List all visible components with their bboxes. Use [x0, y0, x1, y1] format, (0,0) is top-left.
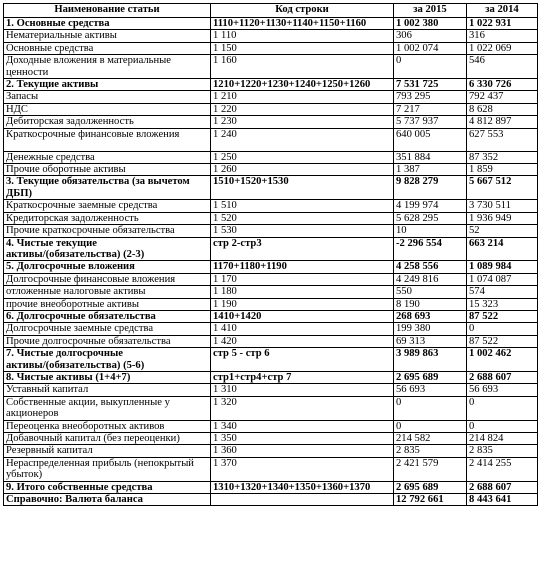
- cell-value-2015: 3 989 863: [394, 348, 467, 372]
- table-row: [4, 371, 538, 383]
- header-item-name: Наименование статьи: [4, 4, 211, 18]
- cell-value-2014: 214 824: [467, 433, 538, 445]
- cell-value-2014: 2 414 255: [467, 457, 538, 481]
- cell-item-name: Основные средства: [4, 42, 211, 54]
- cell-value-2014: 56 693: [467, 384, 538, 396]
- cell-line-code: 1410+1420: [211, 310, 394, 322]
- cell-value-2014: 1 074 087: [467, 273, 538, 285]
- cell-item-name: 8. Чистые активы (1+4+7): [4, 371, 211, 383]
- table-row: [4, 433, 538, 445]
- table-row: [4, 457, 538, 481]
- cell-item-name: 4. Чистые текущие активы/(обязательства) (2-3): [4, 237, 211, 261]
- cell-value-2015: 0: [394, 420, 467, 432]
- cell-value-2015: 306: [394, 30, 467, 42]
- cell-value-2014: 627 553: [467, 128, 538, 151]
- table-row: [4, 18, 538, 30]
- cell-value-2015: 1 002 380: [394, 18, 467, 30]
- cell-line-code: 1210+1220+1230+1240+1250+1260: [211, 79, 394, 91]
- table-row: [4, 445, 538, 457]
- cell-value-2015: 640 005: [394, 128, 467, 151]
- cell-value-2014: 5 667 512: [467, 176, 538, 200]
- cell-line-code: 1 170: [211, 273, 394, 285]
- cell-item-name: Резервный капитал: [4, 445, 211, 457]
- cell-line-code: 1 340: [211, 420, 394, 432]
- cell-value-2014: 546: [467, 55, 538, 79]
- cell-item-name: Нераспределенная прибыль (непокрытый убыток): [4, 457, 211, 481]
- table-row: [4, 128, 538, 151]
- cell-value-2014: 8 628: [467, 103, 538, 115]
- cell-item-name: прочие внеоборотные активы: [4, 298, 211, 310]
- cell-line-code: 1 210: [211, 91, 394, 103]
- cell-value-2014: 663 214: [467, 237, 538, 261]
- cell-value-2015: 8 190: [394, 298, 467, 310]
- cell-value-2015: 2 835: [394, 445, 467, 457]
- cell-item-name: Долгосрочные заемные средства: [4, 323, 211, 335]
- cell-line-code: 1 410: [211, 323, 394, 335]
- cell-value-2015: 7 217: [394, 103, 467, 115]
- cell-value-2014: 792 437: [467, 91, 538, 103]
- table-row: [4, 494, 538, 506]
- cell-value-2015: 0: [394, 55, 467, 79]
- cell-value-2014: 87 522: [467, 310, 538, 322]
- cell-value-2015: 4 258 556: [394, 261, 467, 273]
- header-line-code: Код строки: [211, 4, 394, 18]
- cell-item-name: Прочие долгосрочные обязательства: [4, 335, 211, 347]
- table-row: [4, 103, 538, 115]
- cell-line-code: стр 5 - стр 6: [211, 348, 394, 372]
- table-row: [4, 310, 538, 322]
- cell-value-2015: 351 884: [394, 151, 467, 163]
- cell-value-2015: 199 380: [394, 323, 467, 335]
- cell-line-code: 1 520: [211, 212, 394, 224]
- table-row: [4, 212, 538, 224]
- cell-value-2014: 2 688 607: [467, 371, 538, 383]
- cell-line-code: 1 320: [211, 396, 394, 420]
- cell-item-name: 9. Итого собственные средства: [4, 481, 211, 493]
- cell-item-name: Уставный капитал: [4, 384, 211, 396]
- cell-value-2014: 6 330 726: [467, 79, 538, 91]
- cell-item-name: отложенные налоговые активы: [4, 286, 211, 298]
- cell-value-2015: 214 582: [394, 433, 467, 445]
- cell-value-2014: 87 522: [467, 335, 538, 347]
- cell-line-code: 1 310: [211, 384, 394, 396]
- cell-value-2015: 4 199 974: [394, 200, 467, 212]
- cell-value-2014: 0: [467, 396, 538, 420]
- cell-value-2014: 316: [467, 30, 538, 42]
- cell-line-code: 1 190: [211, 298, 394, 310]
- table-row: [4, 176, 538, 200]
- cell-value-2014: 1 936 949: [467, 212, 538, 224]
- table-row: [4, 30, 538, 42]
- cell-value-2015: 56 693: [394, 384, 467, 396]
- cell-line-code: 1 260: [211, 164, 394, 176]
- cell-item-name: 1. Основные средства: [4, 18, 211, 30]
- cell-item-name: Денежные средства: [4, 151, 211, 163]
- cell-item-name: Справочно: Валюта баланса: [4, 494, 211, 506]
- cell-value-2014: 87 352: [467, 151, 538, 163]
- cell-item-name: 6. Долгосрочные обязательства: [4, 310, 211, 322]
- cell-line-code: [211, 494, 394, 506]
- cell-value-2015: 5 737 937: [394, 116, 467, 128]
- table-row: [4, 286, 538, 298]
- cell-item-name: Прочие краткосрочные обязательства: [4, 225, 211, 237]
- cell-value-2015: 5 628 295: [394, 212, 467, 224]
- cell-line-code: 1 530: [211, 225, 394, 237]
- table-body: [4, 18, 538, 506]
- cell-item-name: НДС: [4, 103, 211, 115]
- cell-value-2014: 2 835: [467, 445, 538, 457]
- cell-item-name: Дебиторская задолженность: [4, 116, 211, 128]
- table-row: [4, 261, 538, 273]
- cell-value-2015: 1 387: [394, 164, 467, 176]
- cell-item-name: Доходные вложения в материальные ценности: [4, 55, 211, 79]
- cell-line-code: 1110+1120+1130+1140+1150+1160: [211, 18, 394, 30]
- cell-line-code: 1 150: [211, 42, 394, 54]
- cell-line-code: 1 250: [211, 151, 394, 163]
- cell-line-code: 1 180: [211, 286, 394, 298]
- cell-line-code: 1 230: [211, 116, 394, 128]
- cell-value-2014: 1 002 462: [467, 348, 538, 372]
- table-row: [4, 323, 538, 335]
- table-row: [4, 55, 538, 79]
- cell-value-2015: 550: [394, 286, 467, 298]
- cell-value-2015: 2 421 579: [394, 457, 467, 481]
- cell-value-2014: 1 022 931: [467, 18, 538, 30]
- cell-line-code: стр 2-стр3: [211, 237, 394, 261]
- table-row: [4, 335, 538, 347]
- cell-line-code: 1 510: [211, 200, 394, 212]
- table-row: [4, 151, 538, 163]
- cell-value-2015: 9 828 279: [394, 176, 467, 200]
- table-row: [4, 91, 538, 103]
- table-row: [4, 348, 538, 372]
- cell-line-code: 1 220: [211, 103, 394, 115]
- table-row: [4, 481, 538, 493]
- cell-value-2014: 2 688 607: [467, 481, 538, 493]
- cell-item-name: Краткосрочные заемные средства: [4, 200, 211, 212]
- table-row: [4, 79, 538, 91]
- cell-item-name: Запасы: [4, 91, 211, 103]
- table-row: [4, 42, 538, 54]
- cell-value-2015: 793 295: [394, 91, 467, 103]
- cell-line-code: 1 240: [211, 128, 394, 151]
- cell-item-name: 5. Долгосрочные вложения: [4, 261, 211, 273]
- cell-value-2015: 2 695 689: [394, 481, 467, 493]
- cell-line-code: 1 360: [211, 445, 394, 457]
- cell-value-2014: 0: [467, 323, 538, 335]
- cell-value-2014: 0: [467, 420, 538, 432]
- cell-line-code: 1310+1320+1340+1350+1360+1370: [211, 481, 394, 493]
- cell-value-2014: 1 859: [467, 164, 538, 176]
- table-row: [4, 420, 538, 432]
- table-row: [4, 298, 538, 310]
- cell-item-name: 2. Текущие активы: [4, 79, 211, 91]
- header-year-2014: за 2014: [467, 4, 538, 18]
- cell-value-2014: 574: [467, 286, 538, 298]
- cell-item-name: Добавочный капитал (без переоценки): [4, 433, 211, 445]
- table-row: [4, 273, 538, 285]
- cell-line-code: 1 420: [211, 335, 394, 347]
- cell-item-name: Краткосрочные финансовые вложения: [4, 128, 211, 151]
- table-row: [4, 225, 538, 237]
- cell-value-2015: 10: [394, 225, 467, 237]
- cell-item-name: 3. Текущие обязательства (за вычетом ДБП): [4, 176, 211, 200]
- header-row: [4, 4, 538, 18]
- header-year-2015: за 2015: [394, 4, 467, 18]
- cell-item-name: Переоценка внеоборотных активов: [4, 420, 211, 432]
- cell-value-2015: 2 695 689: [394, 371, 467, 383]
- cell-value-2014: 15 323: [467, 298, 538, 310]
- cell-value-2014: 8 443 641: [467, 494, 538, 506]
- cell-value-2015: 268 693: [394, 310, 467, 322]
- table-row: [4, 200, 538, 212]
- cell-line-code: 1 110: [211, 30, 394, 42]
- cell-value-2015: 69 313: [394, 335, 467, 347]
- cell-value-2015: 4 249 816: [394, 273, 467, 285]
- cell-value-2014: 1 089 984: [467, 261, 538, 273]
- table-row: [4, 237, 538, 261]
- cell-item-name: Кредиторская задолженность: [4, 212, 211, 224]
- table-row: [4, 396, 538, 420]
- cell-value-2014: 1 022 069: [467, 42, 538, 54]
- cell-line-code: 1 350: [211, 433, 394, 445]
- cell-value-2015: -2 296 554: [394, 237, 467, 261]
- cell-line-code: 1170+1180+1190: [211, 261, 394, 273]
- cell-line-code: 1 370: [211, 457, 394, 481]
- balance-sheet-table: [3, 3, 538, 506]
- cell-item-name: Долгосрочные финансовые вложения: [4, 273, 211, 285]
- cell-line-code: 1 160: [211, 55, 394, 79]
- cell-line-code: стр1+стр4+стр 7: [211, 371, 394, 383]
- cell-value-2015: 0: [394, 396, 467, 420]
- cell-item-name: Прочие оборотные активы: [4, 164, 211, 176]
- cell-value-2015: 1 002 074: [394, 42, 467, 54]
- cell-value-2014: 52: [467, 225, 538, 237]
- cell-value-2015: 7 531 725: [394, 79, 467, 91]
- table-row: [4, 164, 538, 176]
- cell-line-code: 1510+1520+1530: [211, 176, 394, 200]
- cell-item-name: Собственные акции, выкупленные у акционеров: [4, 396, 211, 420]
- cell-item-name: 7. Чистые долгосрочные активы/(обязательства) (5-6): [4, 348, 211, 372]
- cell-value-2014: 3 730 511: [467, 200, 538, 212]
- cell-value-2015: 12 792 661: [394, 494, 467, 506]
- cell-item-name: Нематериальные активы: [4, 30, 211, 42]
- cell-value-2014: 4 812 897: [467, 116, 538, 128]
- table-row: [4, 384, 538, 396]
- table-row: [4, 116, 538, 128]
